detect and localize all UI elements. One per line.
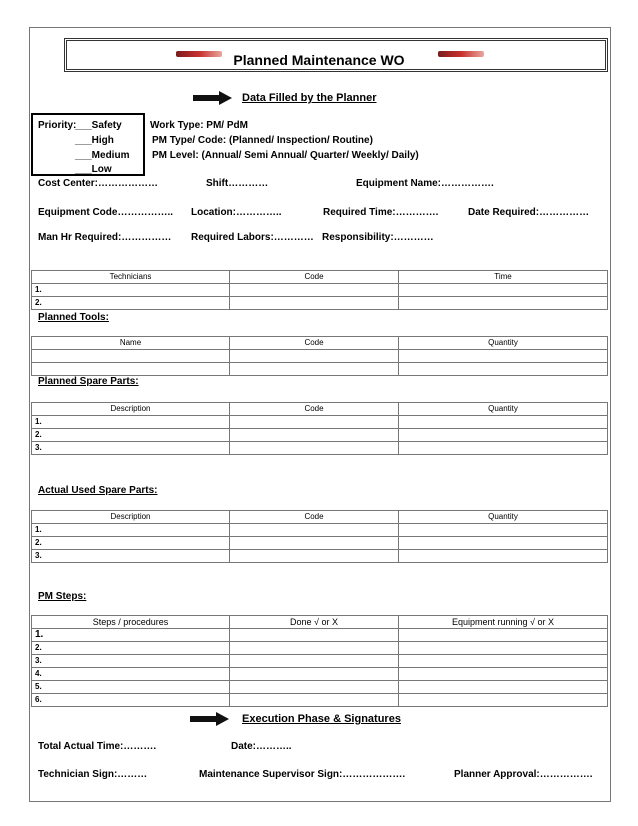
column-header: Code [230, 511, 399, 524]
table-cell[interactable] [399, 694, 608, 707]
table-cell[interactable] [230, 629, 399, 642]
table-cell[interactable] [230, 297, 399, 310]
table-cell[interactable] [399, 442, 608, 455]
table-row[interactable] [32, 524, 608, 537]
table-row[interactable] [32, 655, 608, 668]
table-row[interactable] [32, 363, 608, 376]
table-header-row [32, 271, 608, 284]
priority-option-safety[interactable]: ___Safety [75, 120, 122, 131]
work-type: Work Type: PM/ PdM [150, 120, 248, 131]
technician-sign-field[interactable]: Technician Sign:……… [38, 769, 148, 780]
actual-spare-parts-heading: Actual Used Spare Parts: [38, 485, 158, 496]
priority-label: Priority: [38, 120, 77, 131]
table-cell[interactable] [32, 363, 230, 376]
pm-steps-table [31, 615, 608, 707]
row-number[interactable]: 6. [32, 694, 230, 707]
table-cell[interactable] [399, 629, 608, 642]
table-row[interactable] [32, 416, 608, 429]
row-number[interactable]: 5. [32, 681, 230, 694]
priority-option-medium[interactable]: ___Medium [75, 150, 130, 161]
table-cell[interactable] [399, 429, 608, 442]
table-cell[interactable] [230, 681, 399, 694]
row-number[interactable]: 3. [32, 442, 230, 455]
responsibility-field[interactable]: Responsibility:………… [322, 232, 434, 243]
column-header: Code [230, 271, 399, 284]
row-number[interactable]: 1. [32, 524, 230, 537]
actual-spare-parts-table [31, 510, 608, 563]
table-row[interactable] [32, 629, 608, 642]
table-cell[interactable] [230, 363, 399, 376]
pm-type: PM Type/ Code: (Planned/ Inspection/ Routine) [152, 135, 373, 146]
row-number[interactable]: 2. [32, 429, 230, 442]
table-row[interactable] [32, 550, 608, 563]
required-time-field[interactable]: Required Time:…………. [323, 207, 439, 218]
column-header: Done √ or X [230, 616, 399, 629]
table-row[interactable] [32, 694, 608, 707]
table-cell[interactable] [32, 350, 230, 363]
total-actual-time-field[interactable]: Total Actual Time:………. [38, 741, 157, 752]
row-number[interactable]: 2. [32, 642, 230, 655]
row-number[interactable]: 1. [32, 416, 230, 429]
planned-tools-heading: Planned Tools: [38, 312, 109, 323]
column-header: Technicians [32, 271, 230, 284]
date-field[interactable]: Date:……….. [231, 741, 292, 752]
planner-heading: Data Filled by the Planner [242, 92, 377, 104]
table-row[interactable] [32, 284, 608, 297]
execution-heading: Execution Phase & Signatures [242, 713, 401, 725]
table-cell[interactable] [399, 681, 608, 694]
table-cell[interactable] [230, 668, 399, 681]
table-cell[interactable] [399, 524, 608, 537]
table-row[interactable] [32, 442, 608, 455]
form-title: Planned Maintenance WO [233, 52, 405, 68]
table-cell[interactable] [399, 297, 608, 310]
column-header: Description [32, 403, 230, 416]
priority-option-high[interactable]: ___High [75, 135, 114, 146]
maintenance-supervisor-sign-field[interactable]: Maintenance Supervisor Sign:………………. [199, 769, 406, 780]
cost-center-field[interactable]: Cost Center:……………… [38, 178, 159, 189]
table-cell[interactable] [230, 550, 399, 563]
row-number[interactable]: 1. [32, 629, 230, 642]
column-header: Description [32, 511, 230, 524]
table-row[interactable] [32, 350, 608, 363]
table-cell[interactable] [399, 550, 608, 563]
table-row[interactable] [32, 537, 608, 550]
table-cell[interactable] [230, 429, 399, 442]
table-cell[interactable] [230, 442, 399, 455]
row-number[interactable]: 3. [32, 655, 230, 668]
column-header: Quantity [399, 337, 608, 350]
column-header: Quantity [399, 403, 608, 416]
table-cell[interactable] [230, 642, 399, 655]
planned-tools-table [31, 336, 608, 376]
table-cell[interactable] [399, 668, 608, 681]
equipment-code-field[interactable]: Equipment Code…………….. [38, 207, 173, 218]
table-row[interactable] [32, 681, 608, 694]
required-labors-field[interactable]: Required Labors:………… [191, 232, 314, 243]
table-cell[interactable] [399, 655, 608, 668]
table-cell[interactable] [399, 416, 608, 429]
table-cell[interactable] [399, 537, 608, 550]
table-header-row [32, 403, 608, 416]
column-header: Quantity [399, 511, 608, 524]
technicians-table [31, 270, 608, 310]
equipment-name-field[interactable]: Equipment Name:……………. [356, 178, 494, 189]
table-cell[interactable] [399, 363, 608, 376]
table-row[interactable] [32, 642, 608, 655]
table-cell[interactable] [230, 655, 399, 668]
table-row[interactable] [32, 297, 608, 310]
table-cell[interactable] [399, 642, 608, 655]
column-header: Equipment running √ or X [399, 616, 608, 629]
row-number[interactable]: 2. [32, 297, 230, 310]
row-number[interactable]: 4. [32, 668, 230, 681]
shift-field[interactable]: Shift………… [206, 178, 269, 189]
column-header: Steps / procedures [32, 616, 230, 629]
column-header: Code [230, 337, 399, 350]
row-number[interactable]: 2. [32, 537, 230, 550]
priority-option-low[interactable]: ___Low [75, 164, 112, 175]
table-header-row [32, 616, 608, 629]
column-header: Time [399, 271, 608, 284]
planner-approval-field[interactable]: Planner Approval:……………. [454, 769, 593, 780]
planned-spare-parts-heading: Planned Spare Parts: [38, 376, 139, 387]
table-cell[interactable] [230, 284, 399, 297]
table-cell[interactable] [230, 537, 399, 550]
table-header-row [32, 511, 608, 524]
table-cell[interactable] [399, 350, 608, 363]
planned-spare-parts-table [31, 402, 608, 455]
table-row[interactable] [32, 668, 608, 681]
table-cell[interactable] [230, 416, 399, 429]
row-number[interactable]: 1. [32, 284, 230, 297]
date-required-field[interactable]: Date Required:…………… [468, 207, 590, 218]
row-number[interactable]: 3. [32, 550, 230, 563]
table-cell[interactable] [230, 350, 399, 363]
table-row[interactable] [32, 429, 608, 442]
location-field[interactable]: Location:………….. [191, 207, 282, 218]
arrow-right-icon [190, 712, 230, 726]
column-header: Code [230, 403, 399, 416]
column-header: Name [32, 337, 230, 350]
table-cell[interactable] [230, 694, 399, 707]
table-cell[interactable] [230, 524, 399, 537]
arrow-right-icon [193, 91, 233, 105]
man-hr-field[interactable]: Man Hr Required:…………… [38, 232, 172, 243]
table-header-row [32, 337, 608, 350]
table-cell[interactable] [399, 284, 608, 297]
pm-level: PM Level: (Annual/ Semi Annual/ Quarter/ Weekly/ Daily) [152, 150, 419, 161]
pm-steps-heading: PM Steps: [38, 591, 87, 602]
